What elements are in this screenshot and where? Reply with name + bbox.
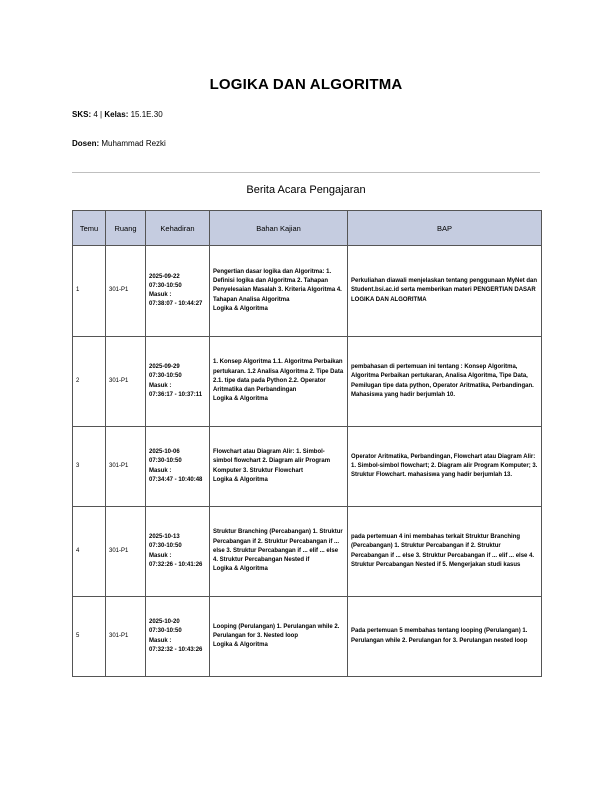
cell-bahan-kajian xyxy=(210,597,348,677)
cell-kehadiran xyxy=(146,597,210,677)
cell-bap: Perkuliahan diawali menjelaskan tentang penggunaan MyNet dan Student.bsi.ac.id serta memberikan materi PENGERTIAN DASAR LOGIKA DAN ALGORITMA xyxy=(348,246,542,337)
header-temu: Temu xyxy=(73,211,106,246)
attendance-time: 07:30-10:50 xyxy=(149,543,182,550)
course-info-line xyxy=(72,110,163,119)
attendance-checkin: 07:32:32 - 10:43:26 xyxy=(149,646,203,653)
sks-label: SKS: xyxy=(72,110,92,119)
lecturer-line xyxy=(72,139,166,148)
attendance-time: 07:30-10:50 xyxy=(149,628,182,635)
attendance-date: 2025-09-22 xyxy=(149,273,180,280)
kelas-label: Kelas: xyxy=(104,110,129,119)
attendance-date: 2025-09-29 xyxy=(149,364,180,371)
attendance-checkin: 07:38:07 - 10:44:27 xyxy=(149,301,203,308)
sks-value: 4 xyxy=(93,110,98,119)
cell-ruang: 301-P1 xyxy=(106,507,146,597)
cell-temu: 4 xyxy=(73,507,106,597)
cell-bap: pada pertemuan 4 ini membahas terkait Struktur Branching (Percabangan) 1. Struktur Percabangan if 2. Struktur Percabangan if ... else 3. Struktur Percabangan if ... elif ... else 4. Struktur Percabangan Nested if 5. Mengerjakan studi kasus xyxy=(348,507,542,597)
cell-bap: Operator Aritmatika, Perbandingan, Flowchart atau Diagram Alir: 1. Simbol-simbol flowchart; 2. Diagram alir Program Komputer; 3. Struktur Flowchart. mahasiswa yang hadir berjumlah 13. xyxy=(348,427,542,507)
attendance-time: 07:30-10:50 xyxy=(149,373,182,380)
table-row xyxy=(73,427,542,507)
cell-bahan-kajian xyxy=(210,337,348,427)
cell-bahan-kajian xyxy=(210,507,348,597)
document-title: LOGIKA DAN ALGORITMA xyxy=(209,76,403,93)
cell-temu: 5 xyxy=(73,597,106,677)
attendance-date: 2025-10-20 xyxy=(149,619,180,626)
table-header-row xyxy=(73,211,542,246)
header-bahan-kajian: Bahan Kajian xyxy=(210,211,348,246)
bahan-course: Logika & Algoritma xyxy=(213,566,268,573)
bahan-course: Logika & Algoritma xyxy=(213,476,268,483)
kelas-value: 15.1E.30 xyxy=(130,110,163,119)
bahan-course: Logika & Algoritma xyxy=(213,396,268,403)
attendance-label: Masuk : xyxy=(149,292,172,298)
cell-ruang: 301-P1 xyxy=(106,246,146,337)
attendance-label: Masuk : xyxy=(149,552,172,559)
attendance-checkin: 07:36:17 - 10:37:11 xyxy=(149,391,203,398)
attendance-date: 2025-10-06 xyxy=(149,449,180,456)
cell-kehadiran xyxy=(146,507,210,597)
bahan-text: Pengertian dasar logika dan Algoritma: 1. Definisi logika dan Algoritma 2. Tahapan Penyelesaian Masalah 3. Kriteria Algoritma 4. Tahapan Analisa Algoritma xyxy=(213,268,342,303)
dosen-value: Muhammad Rezki xyxy=(101,139,166,148)
bahan-course: Logika & Algoritma xyxy=(213,642,268,649)
attendance-time: 07:30-10:50 xyxy=(149,282,182,289)
table-row xyxy=(73,246,542,337)
cell-ruang: 301-P1 xyxy=(106,597,146,677)
cell-bahan-kajian xyxy=(210,246,348,337)
table-row xyxy=(73,507,542,597)
header-kehadiran: Kehadiran xyxy=(146,211,210,246)
cell-ruang: 301-P1 xyxy=(106,427,146,507)
bahan-text: Looping (Perulangan) 1. Perulangan while 2. Perulangan for 3. Nested loop xyxy=(213,623,340,639)
cell-kehadiran xyxy=(146,246,210,337)
table-row xyxy=(73,337,542,427)
cell-ruang: 301-P1 xyxy=(106,337,146,427)
cell-bahan-kajian xyxy=(210,427,348,507)
cell-kehadiran xyxy=(146,337,210,427)
attendance-checkin: 07:34:47 - 10:40:48 xyxy=(149,476,203,483)
attendance-label: Masuk : xyxy=(149,382,172,389)
cell-temu: 2 xyxy=(73,337,106,427)
cell-temu: 1 xyxy=(73,246,106,337)
teaching-report-table xyxy=(72,210,542,677)
header-ruang: Ruang xyxy=(106,211,146,246)
attendance-time: 07:30-10:50 xyxy=(149,458,182,465)
bahan-course: Logika & Algoritma xyxy=(213,305,268,312)
bahan-text: Flowchart atau Diagram Alir: 1. Simbol-simbol flowchart 2. Diagram alir Program Komputer 3. Struktur Flowchart xyxy=(213,449,331,474)
header-bap: BAP xyxy=(348,211,542,246)
attendance-label: Masuk : xyxy=(149,637,172,644)
section-divider xyxy=(72,172,540,173)
attendance-label: Masuk : xyxy=(149,467,172,474)
attendance-checkin: 07:32:26 - 10:41:26 xyxy=(149,561,203,568)
bahan-text: Struktur Branching (Percabangan) 1. Struktur Percabangan if 2. Struktur Percabangan if ... else 3. Struktur Percabangan if ... elif ... else 4. Struktur Percabangan Nested if xyxy=(213,529,343,564)
dosen-label: Dosen: xyxy=(72,139,100,148)
bahan-text: 1. Konsep Algoritma 1.1. Algoritma Perbaikan pertukaran. 1.2 Analisa Algoritma 2. Tipe Data 2.1. tipe data pada Python 2.2. Operator Aritmatika dan Perbandingan xyxy=(213,359,344,394)
table-row xyxy=(73,597,542,677)
cell-bap: pembahasan di pertemuan ini tentang : Konsep Algoritma, Algoritma Perbaikan pertukaran, Analisa Algoritma, Tipe Data, Pemilugan tipe data python, Operator Aritmatika, Perbandingan. Mahasiswa yang hadir berjumlah 10. xyxy=(348,337,542,427)
section-title: Berita Acara Pengajaran xyxy=(246,184,366,196)
cell-temu: 3 xyxy=(73,427,106,507)
attendance-date: 2025-10-13 xyxy=(149,534,180,541)
cell-kehadiran xyxy=(146,427,210,507)
meta-separator: | xyxy=(100,110,103,119)
cell-bap: Pada pertemuan 5 membahas tentang looping (Perulangan) 1. Perulangan while 2. Perulangan for 3. Perulangan nested loop xyxy=(348,597,542,677)
